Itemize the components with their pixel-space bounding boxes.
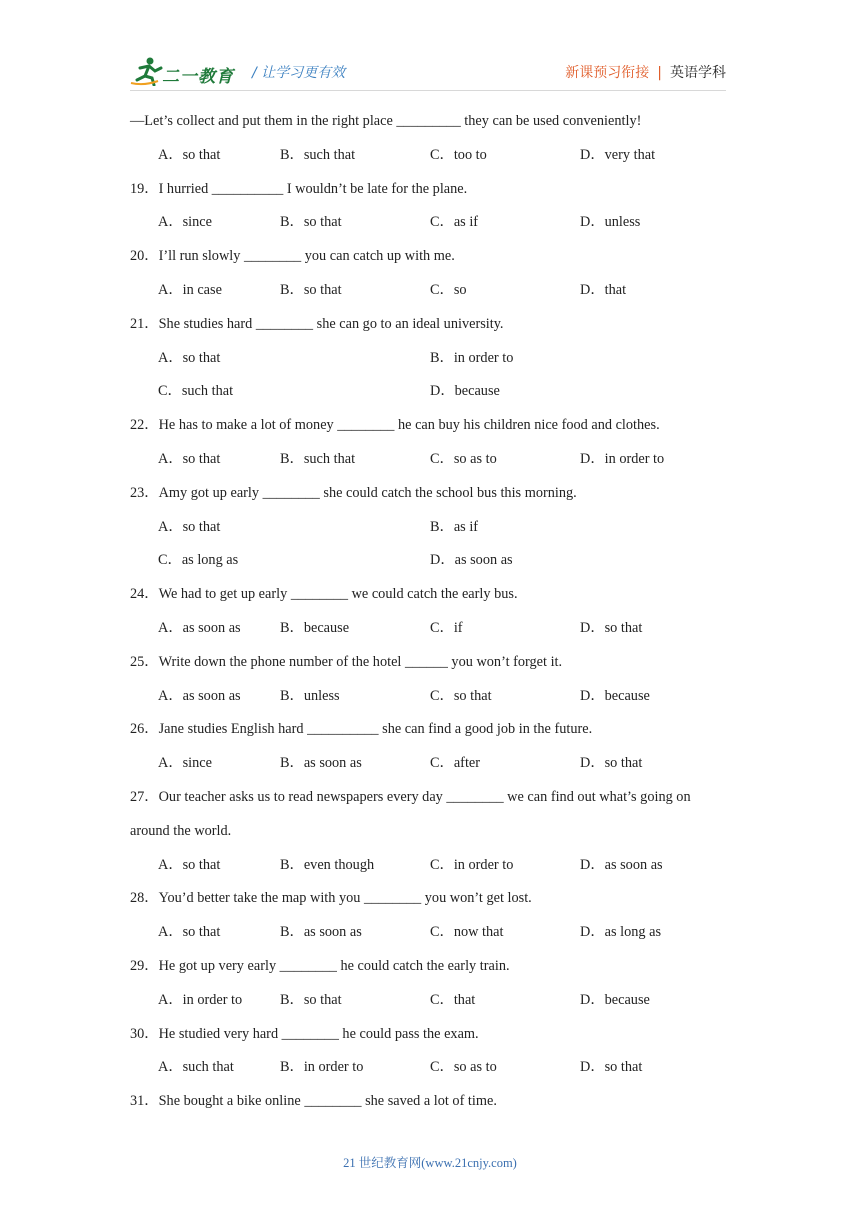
- header-right: [565, 62, 726, 82]
- options-row: [130, 443, 730, 477]
- option: B．in order to: [430, 349, 514, 366]
- option: A．since: [158, 214, 212, 231]
- option: C．so that: [430, 687, 492, 704]
- option: D．as soon as: [580, 856, 663, 873]
- option: A．in case: [158, 281, 222, 298]
- option: C．so as to: [430, 450, 497, 467]
- options-row: [130, 680, 730, 714]
- question-list: [130, 105, 730, 1119]
- question-stem: 28．You’d better take the map with you ________ you won’t get lost.: [130, 890, 532, 907]
- options-row: [130, 511, 730, 545]
- option: D．unless: [580, 214, 641, 231]
- options-row: [130, 139, 730, 173]
- course-link[interactable]: 新课预习衔接: [565, 65, 650, 81]
- option: A．so that: [158, 349, 221, 366]
- option: D．so that: [580, 755, 643, 772]
- option: A．so that: [158, 924, 221, 941]
- option: A．such that: [158, 1059, 234, 1076]
- options-row: [130, 612, 730, 646]
- runner-logo-icon: [130, 56, 164, 86]
- option: C．such that: [158, 383, 234, 400]
- option: A．so that: [158, 146, 221, 163]
- question-stem: 27．Our teacher asks us to read newspapers every day ________ we can find out what’s going on: [130, 788, 691, 805]
- option: B．so that: [280, 281, 342, 298]
- option: D．because: [430, 383, 500, 400]
- option: D．so that: [580, 619, 643, 636]
- question-stem: 30．He studied very hard ________ he could pass the exam.: [130, 1025, 479, 1042]
- question-stem: 25．Write down the phone number of the hotel ______ you won’t forget it.: [130, 653, 563, 670]
- option: C．if: [430, 619, 463, 636]
- option: D．as long as: [580, 924, 662, 941]
- option: B．because: [280, 619, 350, 636]
- options-row: [130, 544, 730, 578]
- question-stem: —Let’s collect and put them in the right place _________ they can be used conveniently!: [130, 113, 642, 129]
- option: A．so that: [158, 856, 221, 873]
- option: D．that: [580, 281, 627, 298]
- option: A．so that: [158, 518, 221, 535]
- option: C．that: [430, 991, 476, 1008]
- option: B．even though: [280, 856, 375, 873]
- option: D．so that: [580, 1059, 643, 1076]
- question-stem: 22．He has to make a lot of money ________ he can buy his children nice food and clothes.: [130, 417, 660, 434]
- option: B．as soon as: [280, 924, 362, 941]
- option: A．so that: [158, 450, 221, 467]
- options-row: [130, 849, 730, 883]
- option: D．because: [580, 991, 650, 1008]
- header-divider: [130, 90, 726, 91]
- option: C．as if: [430, 214, 479, 231]
- question-stem: 20．I’ll run slowly ________ you can catch up with me.: [130, 248, 455, 265]
- options-row: [130, 274, 730, 308]
- page-header: [130, 56, 726, 92]
- option: C．after: [430, 755, 481, 772]
- option: D．as soon as: [430, 552, 513, 569]
- question-stem: 19．I hurried __________ I wouldn’t be late for the plane.: [130, 180, 468, 197]
- question-stem: 26．Jane studies English hard __________ she can find a good job in the future.: [130, 721, 593, 738]
- option: B．so that: [280, 214, 342, 231]
- options-row: [130, 916, 730, 950]
- option: C．so: [430, 281, 467, 298]
- option: C．now that: [430, 924, 504, 941]
- logo-text: 二一教育: [162, 67, 234, 87]
- options-row: [130, 342, 730, 376]
- option: B．such that: [280, 450, 356, 467]
- option: B．as soon as: [280, 755, 362, 772]
- options-row: [130, 984, 730, 1018]
- option: D．in order to: [580, 450, 665, 467]
- subject-label: 英语学科: [670, 65, 726, 81]
- slogan: / 让学习更有效: [252, 65, 346, 81]
- options-row: [130, 206, 730, 240]
- option: C．in order to: [430, 856, 514, 873]
- page-footer: 21 世纪教育网(www.21cnjy.com): [343, 1156, 517, 1170]
- question-stem: 31．She bought a bike online ________ she saved a lot of time.: [130, 1093, 497, 1110]
- option: A．since: [158, 755, 212, 772]
- option: B．unless: [280, 687, 340, 704]
- question-stem: 29．He got up very early ________ he could catch the early train.: [130, 957, 510, 974]
- option: B．as if: [430, 518, 479, 535]
- question-stem: 24．We had to get up early ________ we could catch the early bus.: [130, 586, 518, 603]
- option: B．so that: [280, 991, 342, 1008]
- options-row: [130, 375, 730, 409]
- option: A．as soon as: [158, 687, 241, 704]
- option: B．in order to: [280, 1059, 364, 1076]
- question-stem-continued: around the world.: [130, 822, 232, 839]
- header-separator: |: [657, 65, 662, 81]
- question-stem: 21．She studies hard ________ she can go to an ideal university.: [130, 315, 504, 332]
- option: D．very that: [580, 146, 656, 163]
- option: D．because: [580, 687, 650, 704]
- question-stem: 23．Amy got up early ________ she could catch the school bus this morning.: [130, 484, 577, 501]
- option: A．in order to: [158, 991, 243, 1008]
- logo: [130, 56, 250, 90]
- options-row: [130, 1051, 730, 1085]
- option: A．as soon as: [158, 619, 241, 636]
- options-row: [130, 747, 730, 781]
- option: C．too to: [430, 146, 487, 163]
- option: C．so as to: [430, 1059, 497, 1076]
- option: C．as long as: [158, 552, 239, 569]
- option: B．such that: [280, 146, 356, 163]
